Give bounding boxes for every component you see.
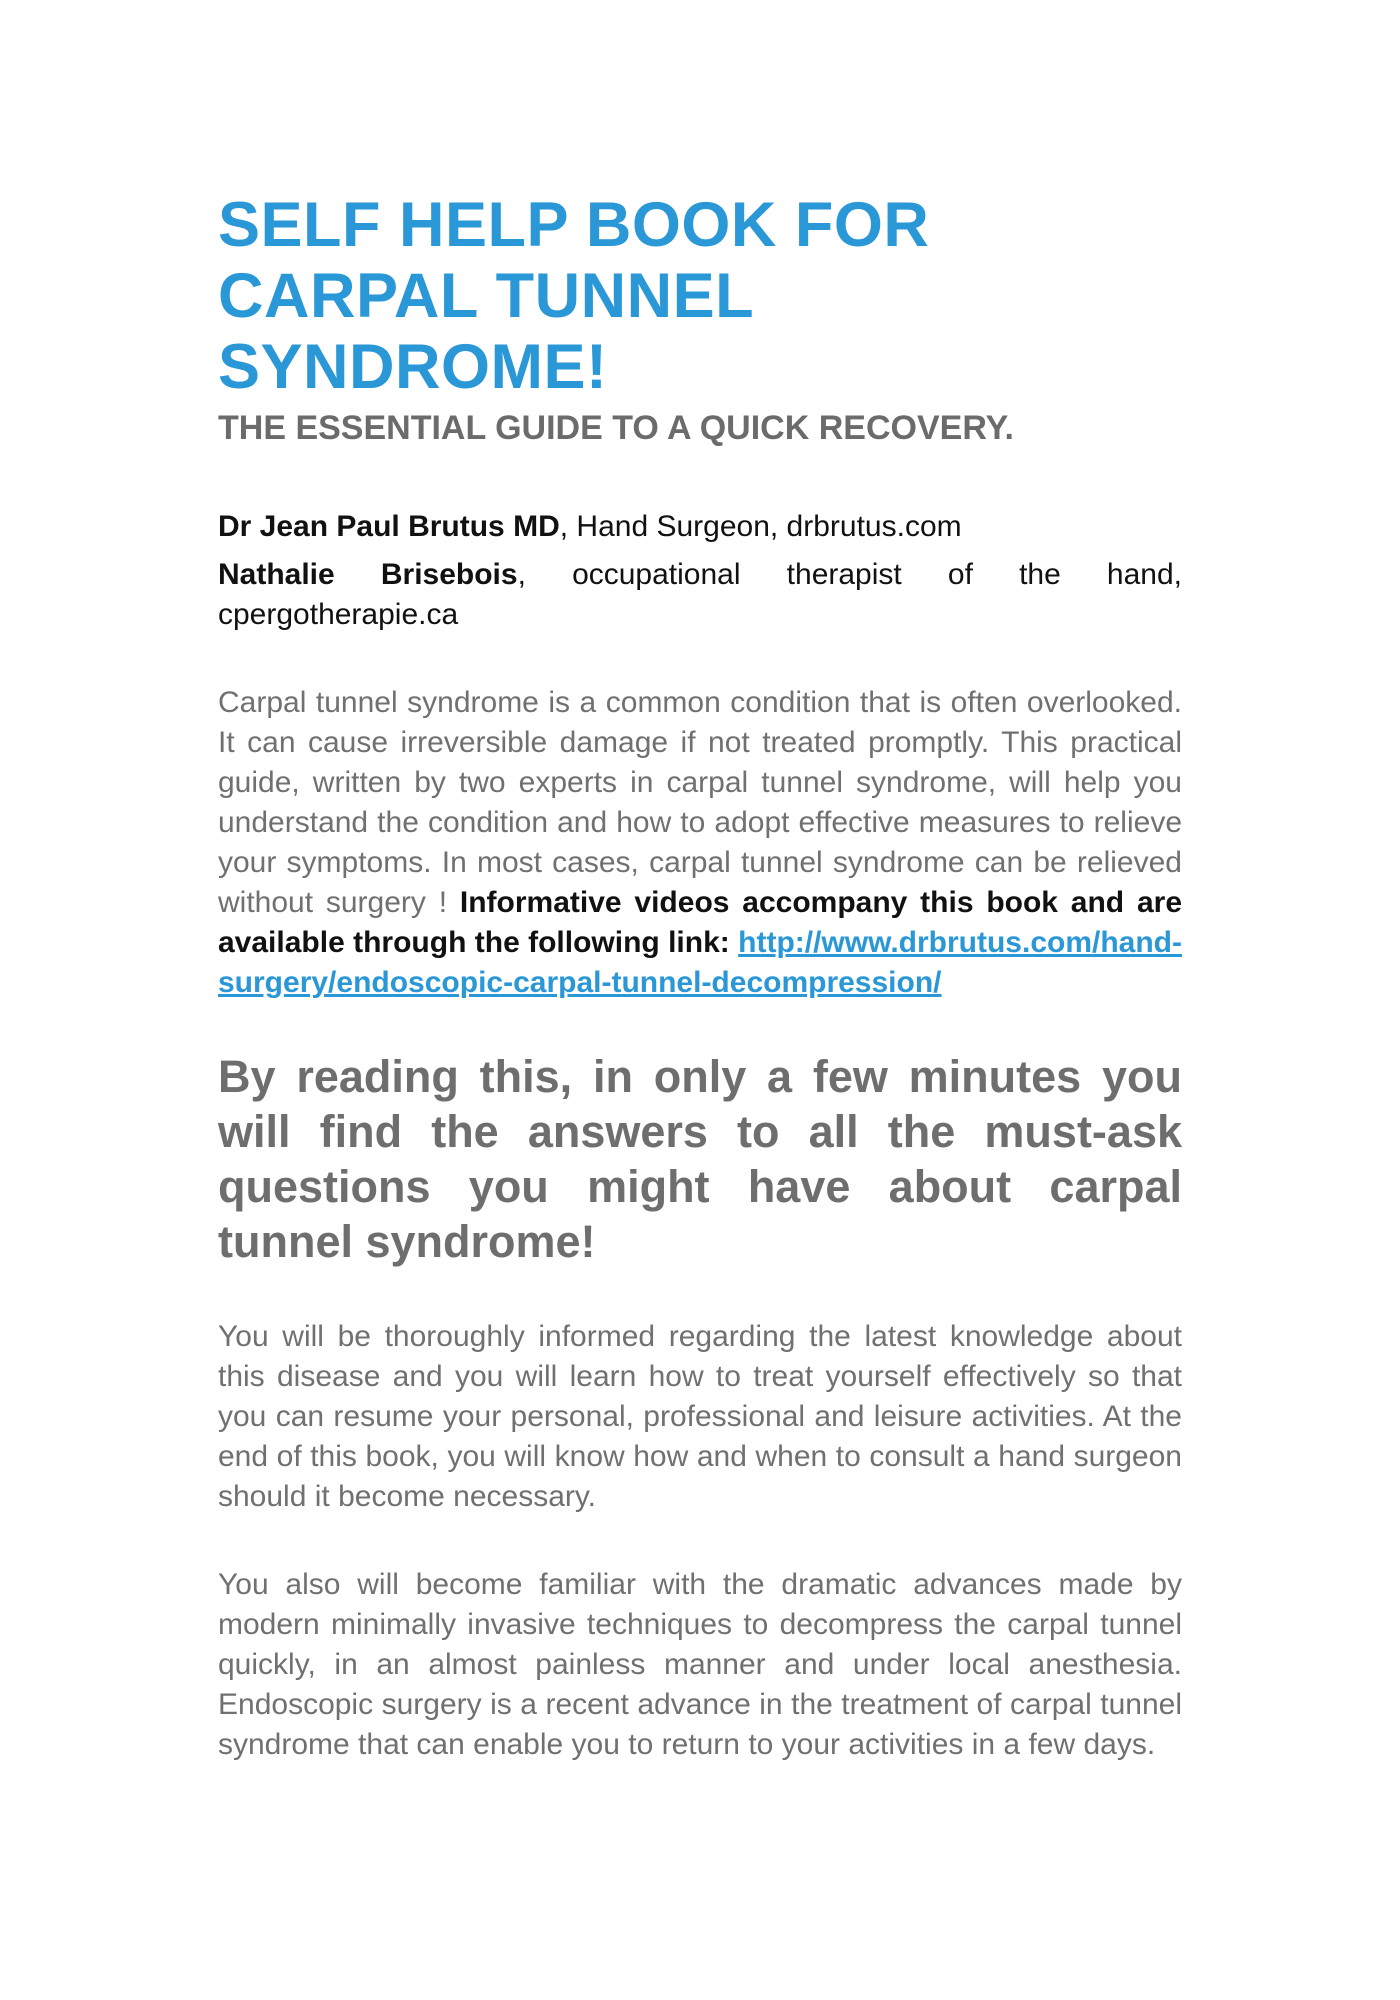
book-title [218,190,1182,403]
intro-paragraph [218,683,1182,1003]
document-page [218,190,1182,1795]
author-name: Dr Jean Paul Brutus MD [218,510,560,543]
author-entry [218,507,1182,547]
author-details: , Hand Surgeon, drbrutus.com [559,510,962,543]
author-name: Nathalie Brisebois [218,558,518,591]
book-subtitle: THE ESSENTIAL GUIDE TO A QUICK RECOVERY. [218,409,1014,447]
body-paragraph-2: You also will become familiar with the dramatic advances made by modern minimally invasive techniques to decompress the carpal tunnel quickly, in an almost painless manner and under local anesthesia. Endoscopic surgery is a recent advance in the treatment of carpal tunnel syndrome that can enable you to return to your activities in a few days. [218,1568,1182,1761]
video-link[interactable]: http://www.drbrutus.com/hand-surgery/endoscopic-carpal-tunnel-decompression/ [218,926,1182,999]
author-list [218,507,1182,635]
book-title-line-3: SYNDROME! [218,332,608,402]
author-details: , occupational therapist of the hand, cpergotherapie.ca [218,558,1182,631]
book-title-line-2: CARPAL TUNNEL [218,261,755,331]
callout-heading: By reading this, in only a few minutes you will find the answers to all the must-ask questions you might have about carpal tunnel syndrome! [218,1051,1182,1267]
body-paragraph-1: You will be thoroughly informed regarding the latest knowledge about this disease and you will learn how to treat yourself effectively so that you can resume your personal, professional and leisure activities. At the end of this book, you will know how and when to consult a hand surgeon should it become necessary. [218,1320,1182,1513]
author-entry [218,555,1182,635]
video-notice: Informative videos accompany this book and are available through the following link: [218,886,1182,959]
intro-text: Carpal tunnel syndrome is a common condition that is often overlooked. It can cause irreversible damage if not treated promptly. This practical guide, written by two experts in carpal tunnel syndrome, will help you understand the condition and how to adopt effective measures to relieve your symptoms. In most cases, carpal tunnel syndrome can be relieved without surgery ! [218,686,1182,919]
book-title-line-1: SELF HELP BOOK FOR [218,190,930,260]
